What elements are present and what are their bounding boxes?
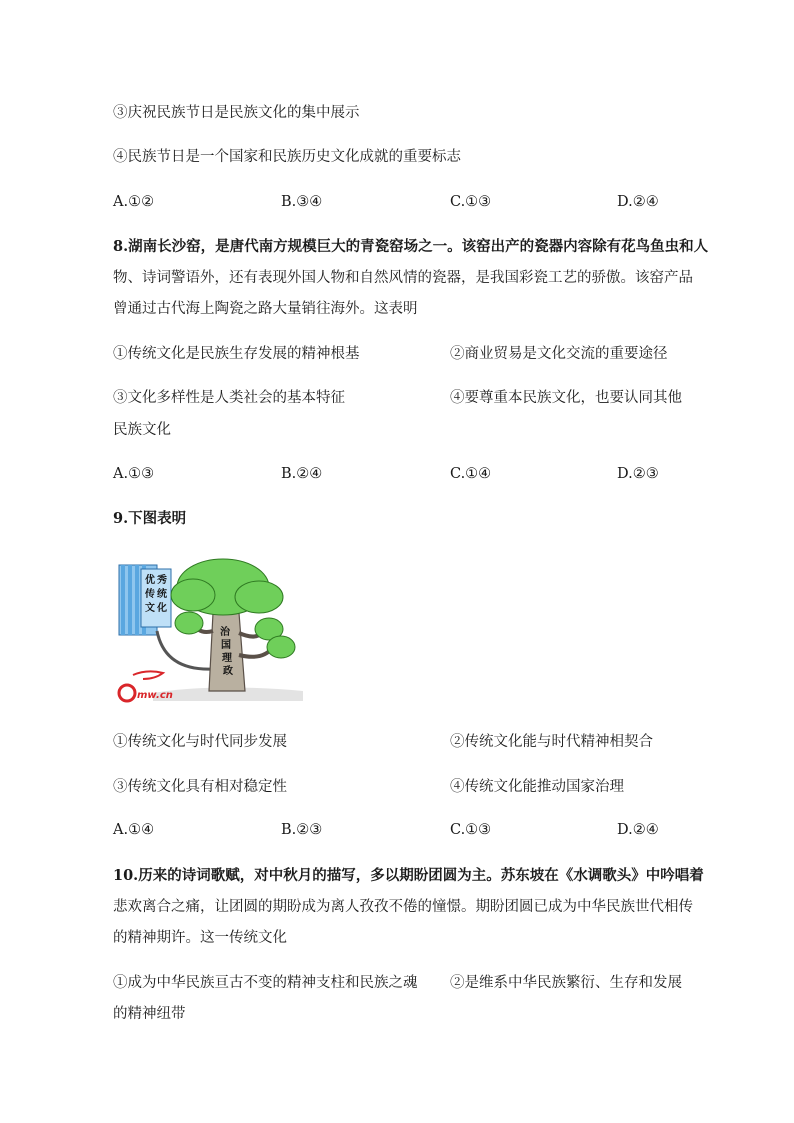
q9-stem: 9.下图表明 (113, 510, 187, 527)
book-label-char: 化 (157, 603, 167, 614)
q8-item-4-line-1: ④要尊重本民族文化，也要认同其他 (450, 390, 682, 406)
book-label-char: 优 (145, 575, 155, 586)
root-connector-shape (157, 631, 213, 669)
q9-item-1: ①传统文化与时代同步发展 (113, 734, 287, 750)
q10-stem-line-2: 悲欢离合之痛，让团圆的期盼成为离人孜孜不倦的憧憬。期盼团圆已成为中华民族世代相传 (113, 899, 693, 915)
q9-option-b: B.②③ (281, 822, 323, 838)
book-label-char: 秀 (157, 575, 167, 586)
q8-stem-line-1: 8.湖南长沙窑，是唐代南方规模巨大的青瓷窑场之一。该窑出产的瓷器内容除有花鸟鱼虫和人 (113, 238, 709, 255)
trunk-label-char: 理 (222, 653, 232, 664)
q8-option-d: D.②③ (617, 466, 659, 482)
q8-item-2: ②商业贸易是文化交流的重要途径 (450, 346, 668, 362)
q9-option-a: A.①④ (113, 822, 155, 838)
q10-stem-line-3: 的精神期许。这一传统文化 (113, 930, 287, 946)
books-icon (119, 565, 171, 635)
q8-option-a: A.①③ (113, 466, 155, 482)
q7-option-c: C.①③ (450, 194, 492, 210)
q8-item-3: ③文化多样性是人类社会的基本特征 (113, 390, 345, 406)
q10-stem-line-1: 10.历来的诗词歌赋，对中秋月的描写，多以期盼团圆为主。苏东坡在《水调歌头》中吟唱着 (113, 867, 704, 884)
q9-cartoon-image (113, 551, 305, 707)
trunk-label-char: 治 (220, 627, 230, 638)
q10-item-2-line-1: ②是维系中华民族繁衍、生存和发展 (450, 975, 682, 991)
q7-option-d: D.②④ (617, 194, 659, 210)
q10-item-2-line-2: 的精神纽带 (113, 1006, 186, 1022)
book-label-char: 统 (157, 589, 167, 600)
guangming-logo (119, 671, 173, 701)
q9-item-2: ②传统文化能与时代精神相契合 (450, 734, 653, 750)
q7-item-4: ④民族节日是一个国家和民族历史文化成就的重要标志 (113, 149, 461, 165)
book-label-char: 传 (145, 589, 155, 600)
q7-option-b: B.③④ (281, 194, 323, 210)
q8-item-4-line-2: 民族文化 (113, 422, 171, 438)
watermark-text: mw.cn (137, 690, 173, 701)
tree-trunk-shape (209, 613, 245, 691)
q10-item-1: ①成为中华民族亘古不变的精神支柱和民族之魂 (113, 975, 418, 991)
q7-option-a: A.①② (113, 194, 155, 210)
q8-stem-line-3: 曾通过古代海上陶瓷之路大量销往海外。这表明 (113, 301, 418, 317)
q9-option-d: D.②④ (617, 822, 659, 838)
q8-option-b: B.②④ (281, 466, 323, 482)
q7-item-3: ③庆祝民族节日是民族文化的集中展示 (113, 105, 360, 121)
book-label-char: 文 (145, 603, 155, 614)
q9-option-c: C.①③ (450, 822, 492, 838)
q8-item-1: ①传统文化是民族生存发展的精神根基 (113, 346, 360, 362)
trunk-label-char: 政 (223, 666, 233, 677)
q9-item-3: ③传统文化具有相对稳定性 (113, 779, 287, 795)
trunk-label-char: 国 (221, 640, 231, 651)
q9-item-4: ④传统文化能推动国家治理 (450, 779, 624, 795)
q8-option-c: C.①④ (450, 466, 492, 482)
q8-stem-line-2: 物、诗词警语外，还有表现外国人物和自然风情的瓷器，是我国彩瓷工艺的骄傲。该窑产品 (113, 270, 693, 286)
